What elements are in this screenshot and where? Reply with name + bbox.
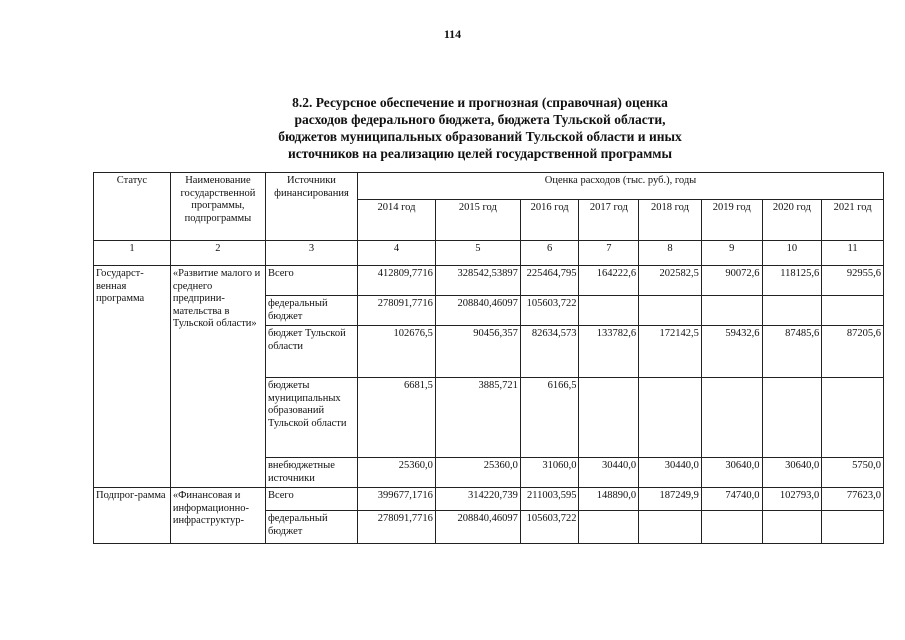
value-cell [579,511,639,544]
value-cell: 90072,6 [701,266,762,296]
program-name-cell: «Финансовая и информационно-инфраструктур- [170,488,265,544]
header-estimate: Оценка расходов (тыс. руб.), годы [358,173,884,200]
value-cell: 30640,0 [762,458,822,488]
heading-line-1: 8.2. Ресурсное обеспечение и прогнозная (справочная) оценка [292,95,668,110]
value-cell: 87485,6 [762,326,822,378]
value-cell: 187249,9 [639,488,702,511]
value-cell [639,378,702,458]
value-cell [822,511,884,544]
value-cell [579,296,639,326]
column-number: 3 [265,241,357,266]
value-cell: 105603,722 [520,296,579,326]
value-cell: 31060,0 [520,458,579,488]
value-cell: 172142,5 [639,326,702,378]
column-number: 5 [435,241,520,266]
column-number: 11 [822,241,884,266]
value-cell: 6166,5 [520,378,579,458]
status-cell: Государст-венная программа [94,266,171,488]
value-cell: 412809,7716 [358,266,436,296]
heading-line-2: расходов федерального бюджета, бюджета Тульской области, [294,112,666,127]
header-row [94,173,884,200]
value-cell: 59432,6 [701,326,762,378]
value-cell: 208840,46097 [435,296,520,326]
value-cell: 278091,7716 [358,296,436,326]
value-cell: 25360,0 [435,458,520,488]
value-cell: 25360,0 [358,458,436,488]
value-cell: 118125,6 [762,266,822,296]
value-cell: 202582,5 [639,266,702,296]
column-number: 6 [520,241,579,266]
header-year: 2021 год [822,200,884,241]
source-cell: бюджет Тульской области [265,326,357,378]
value-cell: 30440,0 [579,458,639,488]
value-cell: 102676,5 [358,326,436,378]
value-cell: 105603,722 [520,511,579,544]
value-cell: 6681,5 [358,378,436,458]
header-year: 2015 год [435,200,520,241]
value-cell [701,511,762,544]
header-status: Статус [94,173,171,241]
value-cell [639,511,702,544]
value-cell: 90456,357 [435,326,520,378]
value-cell: 148890,0 [579,488,639,511]
heading-line-4: источников на реализацию целей государственной программы [287,146,673,161]
header-year: 2014 год [358,200,436,241]
value-cell [762,511,822,544]
value-cell: 225464,795 [520,266,579,296]
value-cell: 3885,721 [435,378,520,458]
header-program-name: Наименование государственной программы, подпрограммы [170,173,265,241]
value-cell: 30440,0 [639,458,702,488]
value-cell [579,378,639,458]
value-cell: 74740,0 [701,488,762,511]
program-name-cell: «Развитие малого и среднего предприни-мательства в Тульской области» [170,266,265,488]
value-cell: 102793,0 [762,488,822,511]
table-row [94,266,884,296]
value-cell: 399677,1716 [358,488,436,511]
header-year: 2018 год [639,200,702,241]
column-number: 7 [579,241,639,266]
value-cell [639,296,702,326]
column-number: 1 [94,241,171,266]
value-cell: 77623,0 [822,488,884,511]
header-year: 2020 год [762,200,822,241]
column-number: 4 [358,241,436,266]
value-cell [762,296,822,326]
table-row [94,488,884,511]
value-cell [701,296,762,326]
value-cell: 314220,739 [435,488,520,511]
column-number: 2 [170,241,265,266]
header-year: 2016 год [520,200,579,241]
source-cell: федеральный бюджет [265,511,357,544]
source-cell: бюджеты муниципальных образований Тульской области [265,378,357,458]
value-cell [822,378,884,458]
heading-line-3: бюджетов муниципальных образований Тульской области и иных [278,129,682,144]
value-cell: 87205,6 [822,326,884,378]
budget-table [93,172,884,544]
value-cell: 328542,53897 [435,266,520,296]
value-cell: 133782,6 [579,326,639,378]
column-number: 8 [639,241,702,266]
value-cell: 164222,6 [579,266,639,296]
source-cell: Всего [265,266,357,296]
column-number-row [94,241,884,266]
source-cell: федеральный бюджет [265,296,357,326]
value-cell [701,378,762,458]
header-year: 2019 год [701,200,762,241]
value-cell: 278091,7716 [358,511,436,544]
column-number: 10 [762,241,822,266]
status-cell: Подпрог-рамма [94,488,171,544]
value-cell: 30640,0 [701,458,762,488]
header-sources: Источники финансирования [265,173,357,241]
value-cell [762,378,822,458]
value-cell [822,296,884,326]
section-heading [180,94,780,162]
value-cell: 82634,573 [520,326,579,378]
value-cell: 211003,595 [520,488,579,511]
value-cell: 5750,0 [822,458,884,488]
source-cell: внебюджетные источники [265,458,357,488]
column-number: 9 [701,241,762,266]
page-number: 114 [443,27,462,41]
header-year: 2017 год [579,200,639,241]
value-cell: 92955,6 [822,266,884,296]
source-cell: Всего [265,488,357,511]
value-cell: 208840,46097 [435,511,520,544]
